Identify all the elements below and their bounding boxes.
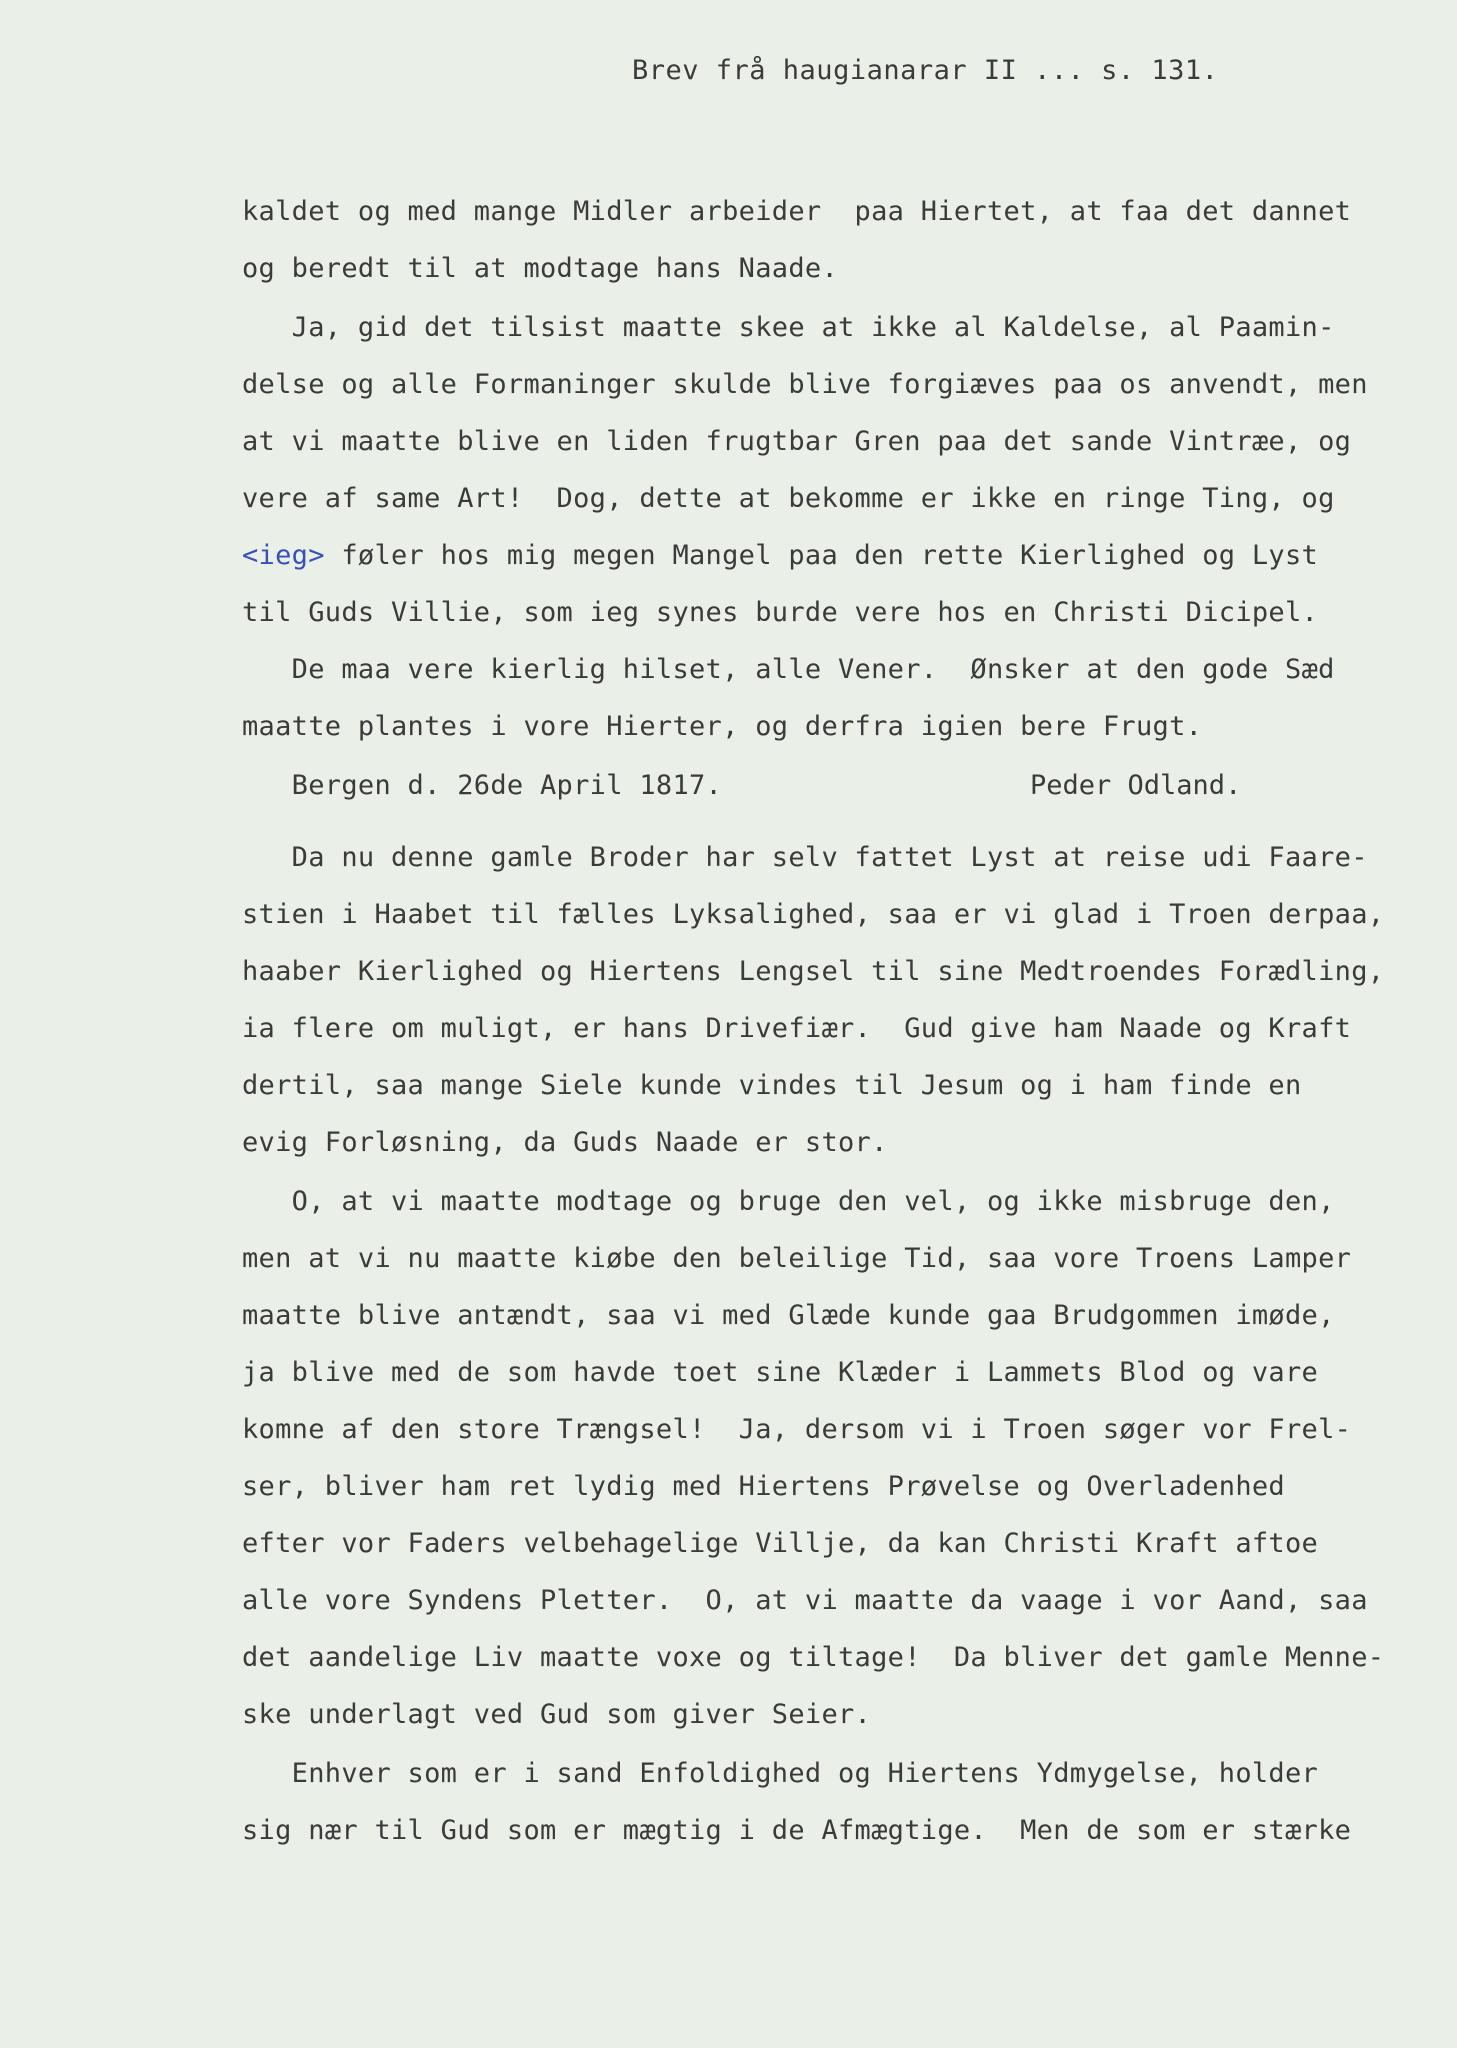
- text-line: det aandelige Liv maatte voxe og tiltage! Da bliver det gamle Menne-: [242, 1642, 1385, 1673]
- text-line: maatte blive antændt, saa vi med Glæde kunde gaa Brudgommen imøde,: [242, 1300, 1335, 1331]
- text-line: ia flere om muligt, er hans Drivefiær. Gud give ham Naade og Kraft: [242, 1013, 1352, 1044]
- text-line: at vi maatte blive en liden frugtbar Gren paa det sande Vintræe, og: [242, 426, 1352, 457]
- text-line: vere af same Art! Dog, dette at bekomme er ikke en ringe Ting, og: [242, 483, 1335, 514]
- text-line: ske underlagt ved Gud som giver Seier.: [242, 1699, 872, 1730]
- text-line: De maa vere kierlig hilset, alle Vener. Ønsker at den gode Sæd: [242, 654, 1335, 685]
- dateline: Bergen d. 26de April 1817.: [242, 770, 723, 801]
- text-line: O, at vi maatte modtage og bruge den vel, og ikke misbruge den,: [242, 1186, 1335, 1217]
- text-line: komne af den store Trængsel! Ja, dersom vi i Troen søger vor Frel-: [242, 1414, 1352, 1445]
- text-line: maatte plantes i vore Hierter, og derfra igien bere Frugt.: [242, 711, 1203, 742]
- text-line: til Guds Villie, som ieg synes burde vere hos en Christi Dicipel.: [242, 597, 1319, 628]
- handwritten-annotation: <ieg>: [242, 540, 325, 571]
- text-line: men at vi nu maatte kiøbe den beleilige Tid, saa vore Troens Lamper: [242, 1243, 1352, 1274]
- text-line: Ja, gid det tilsist maatte skee at ikke al Kaldelse, al Paamin-: [242, 312, 1335, 343]
- text-line: dertil, saa mange Siele kunde vindes til Jesum og i ham finde en: [242, 1070, 1302, 1101]
- text-line: efter vor Faders velbehagelige Villje, da kan Christi Kraft aftoe: [242, 1528, 1319, 1559]
- text-line: ja blive med de som havde toet sine Klæder i Lammets Blod og vare: [242, 1357, 1319, 1388]
- text-line: og beredt til at modtage hans Naade.: [242, 253, 838, 284]
- annotated-line-text: føler hos mig megen Mangel paa den rette Kierlighed og Lyst: [324, 540, 1319, 571]
- text-line: delse og alle Formaninger skulde blive forgiæves paa os anvendt, men: [242, 369, 1368, 400]
- text-line: Da nu denne gamle Broder har selv fattet Lyst at reise udi Faare-: [242, 842, 1368, 873]
- text-line: sig nær til Gud som er mægtig i de Afmægtige. Men de som er stærke: [242, 1815, 1352, 1846]
- text-line: Enhver som er i sand Enfoldighed og Hiertens Ydmygelse, holder: [242, 1758, 1319, 1789]
- page-header: Brev frå haugianarar II ... s. 131.: [632, 55, 1219, 86]
- annotated-line: [242, 540, 1318, 572]
- signature: Peder Odland.: [1030, 770, 1242, 801]
- text-line: kaldet og med mange Midler arbeider paa Hiertet, at faa det dannet: [242, 196, 1352, 227]
- text-line: evig Forløsning, da Guds Naade er stor.: [242, 1127, 888, 1158]
- text-line: alle vore Syndens Pletter. O, at vi maatte da vaage i vor Aand, saa: [242, 1585, 1368, 1616]
- text-line: stien i Haabet til fælles Lyksalighed, saa er vi glad i Troen derpaa,: [242, 899, 1385, 930]
- text-line: haaber Kierlighed og Hiertens Lengsel til sine Medtroendes Forædling,: [242, 956, 1385, 987]
- text-line: ser, bliver ham ret lydig med Hiertens Prøvelse og Overladenhed: [242, 1471, 1285, 1502]
